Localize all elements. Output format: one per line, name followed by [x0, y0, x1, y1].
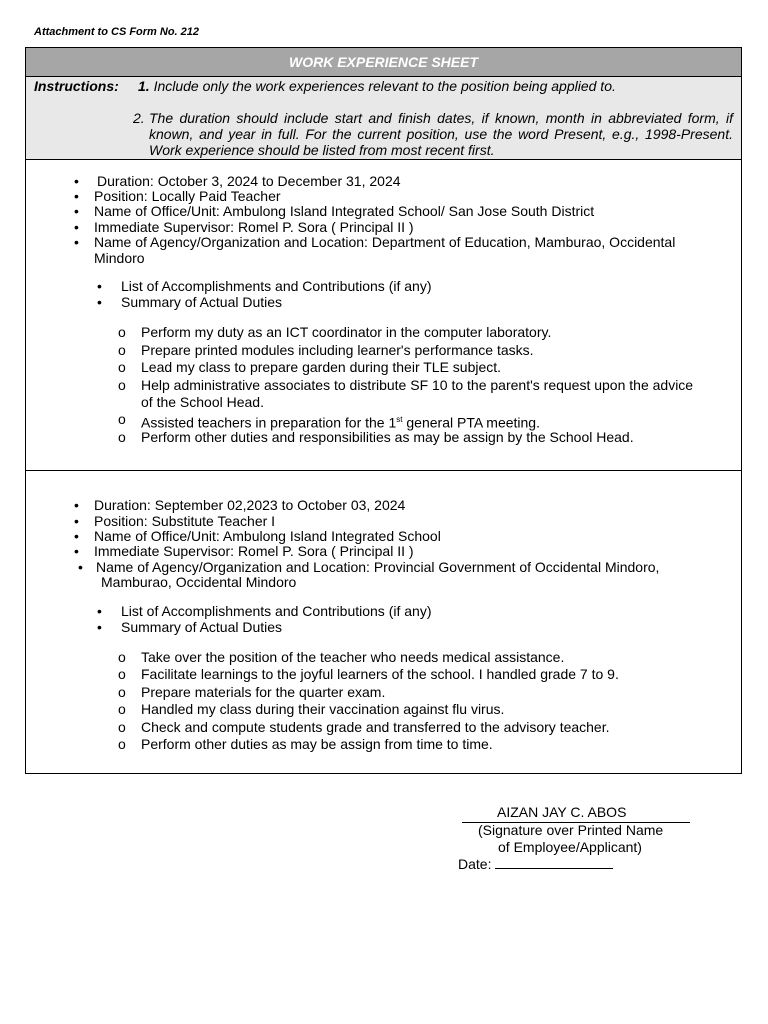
- duty-item: Take over the position of the teacher who needs medical assistance.: [141, 649, 565, 665]
- office-unit: Name of Office/Unit: Ambulong Island Integrated School: [94, 528, 441, 544]
- bullet-icon: •: [74, 497, 79, 513]
- circle-bullet-icon: o: [118, 342, 126, 358]
- bullet-icon: •: [74, 234, 79, 250]
- agency-location: Name of Agency/Organization and Location: Provincial Government of Occidental Mindoro,: [96, 559, 660, 575]
- date-label: Date:: [458, 856, 492, 872]
- instruction-1: [138, 78, 616, 94]
- instruction-1-number: 1.: [138, 78, 150, 94]
- circle-bullet-icon: o: [118, 359, 126, 375]
- circle-bullet-icon: o: [118, 649, 126, 665]
- bullet-icon: •: [74, 513, 79, 529]
- duty-item-cont: of the School Head.: [141, 394, 264, 410]
- circle-bullet-icon: o: [118, 736, 126, 752]
- duty-item: Handled my class during their vaccination against flu virus.: [141, 701, 505, 717]
- accomplishments-heading: List of Accomplishments and Contributions (if any): [121, 603, 432, 619]
- instructions-box: [26, 77, 741, 160]
- duty-item: Prepare materials for the quarter exam.: [141, 684, 386, 700]
- duty-item: Perform other duties and responsibilities as may be assign by the School Head.: [141, 429, 634, 445]
- signatory-name: AIZAN JAY C. ABOS: [497, 804, 627, 820]
- signature-caption-cont: of Employee/Applicant): [498, 839, 642, 855]
- agency-location-cont: Mamburao, Occidental Mindoro: [101, 574, 297, 590]
- bullet-icon: •: [74, 528, 79, 544]
- position: Position: Substitute Teacher I: [94, 513, 276, 529]
- circle-bullet-icon: o: [118, 666, 126, 682]
- work-entry: [26, 160, 741, 471]
- circle-bullet-icon: o: [118, 701, 126, 717]
- supervisor: Immediate Supervisor: Romel P. Sora ( Principal II ): [94, 219, 414, 235]
- sheet-title: WORK EXPERIENCE SHEET: [26, 48, 741, 77]
- bullet-icon: •: [74, 203, 79, 219]
- duty-item: Help administrative associates to distribute SF 10 to the parent's request upon the advice: [141, 377, 694, 393]
- instruction-2-text: The duration should include start and finish dates, if known, month in abbreviated form, if known, and year in full. For the current position, use the word Present, e.g., 1998-Present. Work experience should be listed from most recent first.: [149, 110, 733, 158]
- accomplishments-heading: List of Accomplishments and Contributions (if any): [121, 278, 432, 294]
- bullet-icon: •: [74, 543, 79, 559]
- bullet-icon: •: [74, 173, 79, 189]
- attachment-label: Attachment to CS Form No. 212: [34, 26, 200, 38]
- ordinal-suffix: st: [396, 415, 403, 424]
- date-blank-line: [495, 856, 613, 869]
- circle-bullet-icon: o: [118, 411, 126, 427]
- duty-item: Prepare printed modules including learner's performance tasks.: [141, 342, 534, 358]
- duty-text: general PTA meeting.: [406, 414, 540, 431]
- date-field: [458, 856, 613, 872]
- duty-item: Check and compute students grade and transferred to the advisory teacher.: [141, 719, 610, 735]
- work-experience-sheet: [25, 47, 742, 774]
- instruction-2: [133, 110, 733, 158]
- instruction-1-text: Include only the work experiences relevant to the position being applied to.: [153, 78, 616, 94]
- duty-item: Perform other duties as may be assign from time to time.: [141, 736, 493, 752]
- bullet-icon: •: [97, 619, 102, 635]
- duration: Duration: October 3, 2024 to December 31, 2024: [97, 173, 401, 189]
- circle-bullet-icon: o: [118, 429, 126, 445]
- duties-heading: Summary of Actual Duties: [121, 294, 283, 310]
- duty-text: Assisted teachers in preparation for the 1: [141, 414, 397, 431]
- position: Position: Locally Paid Teacher: [94, 188, 281, 204]
- supervisor: Immediate Supervisor: Romel P. Sora ( Principal II ): [94, 543, 414, 559]
- circle-bullet-icon: o: [118, 719, 126, 735]
- duty-item: Lead my class to prepare garden during their TLE subject.: [141, 359, 502, 375]
- circle-bullet-icon: o: [118, 377, 126, 393]
- agency-location-cont: Mindoro: [94, 250, 145, 266]
- circle-bullet-icon: o: [118, 324, 126, 340]
- bullet-icon: •: [78, 559, 83, 575]
- instructions-label: Instructions:: [34, 78, 119, 94]
- bullet-icon: •: [97, 603, 102, 619]
- bullet-icon: •: [97, 278, 102, 294]
- duty-item: Perform my duty as an ICT coordinator in the computer laboratory.: [141, 324, 552, 340]
- duties-heading: Summary of Actual Duties: [121, 619, 283, 635]
- signature-caption: (Signature over Printed Name: [478, 822, 664, 838]
- duration: Duration: September 02,2023 to October 03, 2024: [94, 497, 406, 513]
- bullet-icon: •: [74, 219, 79, 235]
- bullet-icon: •: [74, 188, 79, 204]
- office-unit: Name of Office/Unit: Ambulong Island Integrated School/ San Jose South District: [94, 203, 595, 219]
- work-entry: [26, 471, 741, 776]
- circle-bullet-icon: o: [118, 684, 126, 700]
- instruction-2-number: 2.: [133, 110, 145, 126]
- duty-item: Facilitate learnings to the joyful learners of the school. I handled grade 7 to 9.: [141, 666, 619, 682]
- agency-location: Name of Agency/Organization and Location: Department of Education, Mamburao, Occidental: [94, 234, 676, 250]
- bullet-icon: •: [97, 294, 102, 310]
